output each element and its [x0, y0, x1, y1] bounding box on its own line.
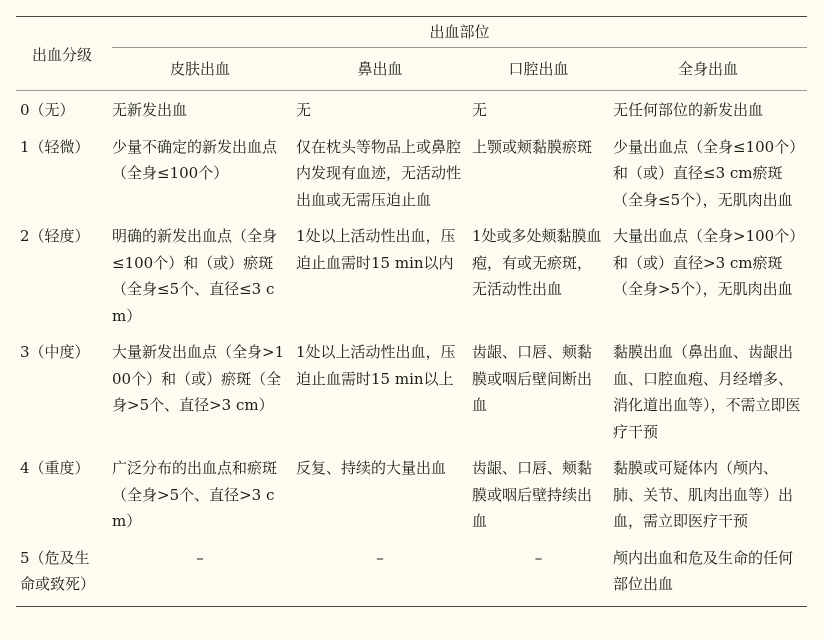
body-cell: 无任何部位的新发出血 — [613, 101, 764, 119]
skin-cell: 广泛分布的出血点和瘀斑（全身>5个、直径>3 cm） — [112, 459, 278, 530]
mouth-cell: 上颚或颊黏膜瘀斑 — [472, 137, 593, 156]
column-header-skin: 皮肤出血 — [108, 48, 292, 91]
nose-cell: 1处以上活动性出血，压迫止血需时15 min以内 — [296, 227, 456, 272]
table-row — [16, 333, 807, 449]
nose-cell: 反复、持续的大量出血 — [296, 459, 447, 477]
table-row — [16, 449, 807, 539]
body-cell: 少量出血点（全身≤100个）和（或）直径≤3 cm瘀斑（全身≤5个），无肌肉出血 — [613, 137, 797, 209]
body-cell: 颅内出血和危及生命的任何部位出血 — [609, 539, 807, 607]
column-header-nose: 鼻出血 — [292, 48, 468, 91]
table-row — [16, 539, 807, 607]
grade-cell: 1（轻微） — [20, 137, 90, 156]
body-cell: 黏膜或可疑体内（颅内、肺、关节、肌肉出血等）出血，需立即医疗干预 — [613, 459, 794, 530]
bleeding-grade-table — [16, 16, 807, 607]
skin-cell: 无新发出血 — [112, 101, 188, 119]
body-cell: 大量出血点（全身>100个）和（或）直径>3 cm瘀斑（全身>5个），无肌肉出血 — [613, 227, 797, 298]
grade-cell: 3（中度） — [20, 343, 90, 361]
site-group-header: 出血部位 — [108, 17, 807, 49]
mouth-cell: 齿龈、口唇、颊黏膜或咽后壁持续出血 — [472, 459, 593, 530]
table-row — [16, 217, 807, 333]
nose-cell: 无 — [296, 101, 312, 119]
column-header-mouth: 口腔出血 — [468, 48, 609, 91]
mouth-cell: 无 — [472, 101, 488, 119]
skin-cell: 少量不确定的新发出血点（全身≤100个） — [112, 137, 278, 182]
grade-cell: 0（无） — [20, 101, 75, 119]
mouth-cell: – — [468, 539, 609, 607]
grade-header: 出血分级 — [16, 17, 108, 91]
body-cell: 黏膜出血（鼻出血、齿龈出血、口腔血疱、月经增多、消化道出血等），不需立即医疗干预 — [613, 343, 801, 441]
table-row — [16, 91, 807, 128]
nose-cell: 1处以上活动性出血，压迫止血需时15 min以上 — [296, 343, 456, 388]
nose-cell: – — [292, 539, 468, 607]
table-row — [16, 128, 807, 218]
mouth-cell: 1处或多处颊黏膜血疱，有或无瘀斑，无活动性出血 — [472, 227, 602, 298]
column-header-body: 全身出血 — [609, 48, 807, 91]
skin-cell: 大量新发出血点（全身>100个）和（或）瘀斑（全身>5个、直径>3 cm） — [112, 343, 285, 414]
skin-cell: 明确的新发出血点（全身≤100个）和（或）瘀斑（全身≤5个、直径≤3 cm） — [112, 227, 278, 325]
grade-cell: 5（危及生命或致死） — [16, 539, 108, 607]
grade-cell: 2（轻度） — [20, 227, 90, 245]
nose-cell: 仅在枕头等物品上或鼻腔内发现有血迹，无活动性出血或无需压迫止血 — [296, 137, 462, 209]
skin-cell: – — [108, 539, 292, 607]
header-row-sub — [16, 48, 807, 91]
mouth-cell: 齿龈、口唇、颊黏膜或咽后壁间断出血 — [472, 343, 593, 414]
grade-cell: 4（重度） — [20, 459, 90, 477]
header-row-top — [16, 17, 807, 49]
